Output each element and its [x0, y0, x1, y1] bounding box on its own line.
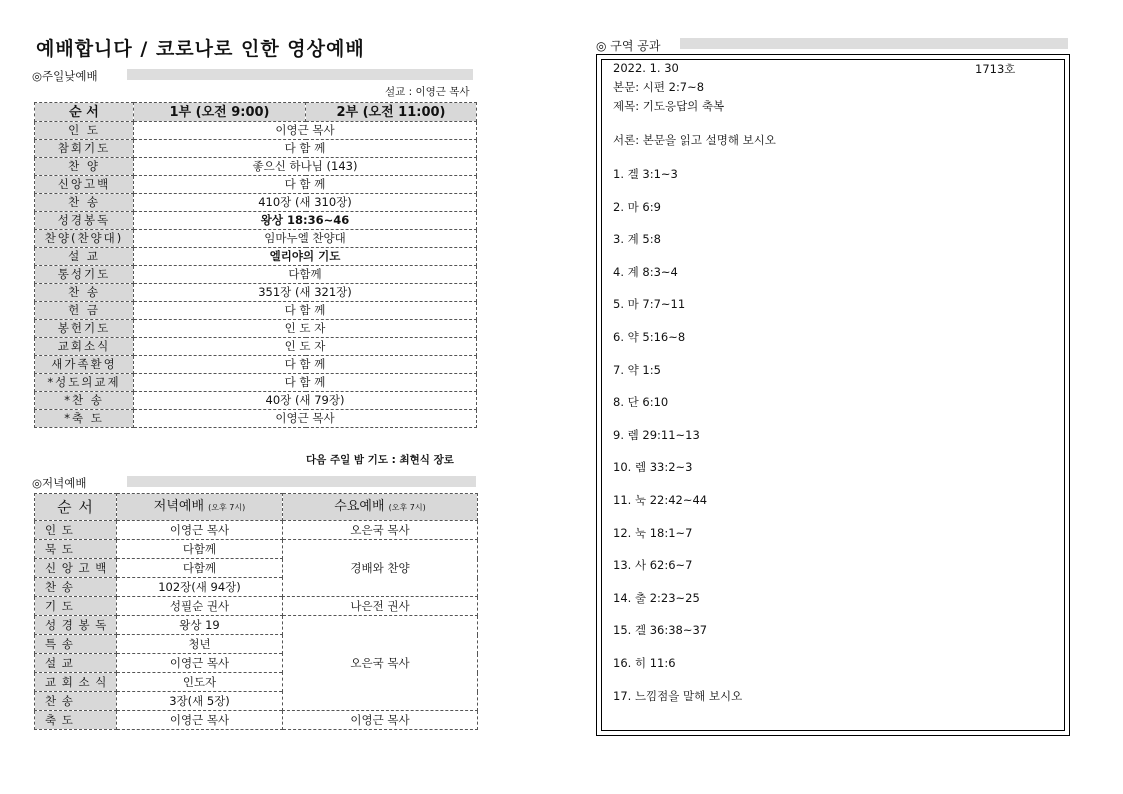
row-wednesday-value: 이영근 목사	[283, 711, 478, 730]
study-item: 7. 약 1:5	[613, 362, 661, 377]
row-label: *축 도	[35, 410, 134, 428]
study-item: 12. 눅 18:1~7	[613, 525, 693, 540]
sunday-section-label: ◎주일낮예배	[32, 69, 98, 83]
row-wednesday-value: 나은전 권사	[283, 597, 478, 616]
row-label: 봉헌기도	[35, 320, 134, 338]
study-item: 4. 계 8:3~4	[613, 264, 678, 279]
study-box	[596, 54, 1070, 736]
row-label: 통성기도	[35, 266, 134, 284]
row-value: 인 도 자	[134, 338, 477, 356]
row-label: 특 송	[35, 635, 117, 654]
table-row	[35, 122, 477, 140]
row-label: *성도의교제	[35, 374, 134, 392]
study-item: 6. 약 5:16~8	[613, 330, 686, 344]
header-order: 순 서	[35, 103, 134, 122]
table-row	[35, 230, 477, 248]
row-value: 다 함 께	[134, 140, 477, 158]
table-header-row	[35, 103, 477, 122]
row-value: 엘리야의 기도	[134, 248, 477, 266]
table-row	[35, 302, 477, 320]
row-evening-value: 왕상 19	[117, 616, 283, 635]
row-evening-value: 이영근 목사	[117, 521, 283, 540]
row-evening-value: 인도자	[117, 673, 283, 692]
table-row	[35, 194, 477, 212]
row-label: 신 앙 고 백	[35, 559, 117, 578]
row-value: 351장 (새 321장)	[134, 284, 477, 302]
study-section-bar	[680, 38, 1068, 49]
study-intro: 서론: 본문을 읽고 설명해 보시오	[613, 133, 776, 147]
row-value: 40장 (새 79장)	[134, 392, 477, 410]
study-item: 2. 마 6:9	[613, 199, 661, 214]
study-date: 2022. 1. 30	[613, 61, 679, 75]
row-label: 성경봉독	[35, 212, 134, 230]
study-subject: 제목: 기도응답의 축복	[613, 99, 725, 113]
table-row	[35, 521, 478, 540]
header-order: 순 서	[35, 494, 117, 521]
table-row	[35, 356, 477, 374]
row-label: 설 교	[35, 248, 134, 266]
page-title: 예배합니다 / 코로나로 인한 영상예배	[36, 38, 365, 60]
evening-section-label: ◎저녁예배	[32, 476, 87, 490]
header-wednesday-label: 수요예배	[334, 498, 385, 514]
study-item: 8. 단 6:10	[613, 395, 669, 410]
row-value: 410장 (새 310장)	[134, 194, 477, 212]
row-evening-value: 성필순 권사	[117, 597, 283, 616]
row-label: 축 도	[35, 711, 117, 730]
table-header-row	[35, 494, 478, 521]
sunday-worship-table	[34, 102, 477, 428]
row-value: 다 함 께	[134, 356, 477, 374]
row-label: 참회기도	[35, 140, 134, 158]
study-item: 1. 겔 3:1~3	[613, 167, 678, 181]
row-value: 인 도 자	[134, 320, 477, 338]
row-evening-value: 102장(새 94장)	[117, 578, 283, 597]
row-label: 묵 도	[35, 540, 117, 559]
table-row	[35, 410, 477, 428]
study-item: 17. 느낌점을 말해 보시오	[613, 688, 743, 703]
row-label: 성 경 봉 독	[35, 616, 117, 635]
row-wednesday-value: 오은국 목사	[283, 521, 478, 540]
table-row	[35, 392, 477, 410]
table-row	[35, 711, 478, 730]
table-row	[35, 320, 477, 338]
header-evening	[117, 494, 283, 521]
row-label: *찬 송	[35, 392, 134, 410]
table-row	[35, 616, 478, 635]
row-evening-value: 다함께	[117, 559, 283, 578]
study-inner-box	[601, 59, 1065, 731]
row-label: 교회소식	[35, 338, 134, 356]
table-row	[35, 158, 477, 176]
row-evening-value: 3장(새 5장)	[117, 692, 283, 711]
table-row	[35, 140, 477, 158]
row-evening-value: 이영근 목사	[117, 654, 283, 673]
row-evening-value: 이영근 목사	[117, 711, 283, 730]
table-row	[35, 338, 477, 356]
row-evening-value: 청년	[117, 635, 283, 654]
row-value: 이영근 목사	[134, 410, 477, 428]
row-value: 다 함 께	[134, 302, 477, 320]
row-label: 찬 송	[35, 578, 117, 597]
row-label: 찬 송	[35, 194, 134, 212]
row-label: 찬 송	[35, 284, 134, 302]
row-label: 신앙고백	[35, 176, 134, 194]
row-label: 찬양(찬양대)	[35, 230, 134, 248]
study-item: 3. 계 5:8	[613, 232, 661, 247]
table-row	[35, 374, 477, 392]
row-value: 임마누엘 찬양대	[134, 230, 477, 248]
preacher-note: 설교 : 이영근 목사	[385, 86, 470, 98]
table-row	[35, 176, 477, 194]
next-prayer-name: 최현식 장로	[399, 454, 454, 466]
row-label: 찬 송	[35, 692, 117, 711]
study-item: 13. 사 62:6~7	[613, 558, 693, 573]
table-row	[35, 540, 478, 559]
row-label: 새가족환영	[35, 356, 134, 374]
next-prayer-label: 다음 주일 밤 기도 :	[306, 454, 396, 466]
row-label: 설 교	[35, 654, 117, 673]
row-value: 다함께	[134, 266, 477, 284]
study-section-label: ◎ 구역 공과	[596, 39, 661, 53]
study-item: 11. 눅 22:42~44	[613, 493, 708, 507]
evening-worship-table	[34, 493, 478, 730]
row-value: 왕상 18:36~46	[134, 212, 477, 230]
row-label: 찬 양	[35, 158, 134, 176]
header-service-1: 1부 (오전 9:00)	[134, 103, 306, 122]
row-label: 기 도	[35, 597, 117, 616]
row-value: 다 함 께	[134, 176, 477, 194]
table-row	[35, 212, 477, 230]
row-wednesday-value: 경배와 찬양	[283, 540, 478, 597]
study-issue: 1713호	[975, 62, 1016, 76]
next-prayer	[306, 452, 454, 467]
row-label: 인 도	[35, 122, 134, 140]
sunday-section-bar	[127, 69, 473, 80]
table-row	[35, 266, 477, 284]
study-text: 본문: 시편 2:7~8	[613, 80, 705, 94]
header-evening-label: 저녁예배	[153, 498, 205, 514]
evening-section-bar	[127, 476, 476, 487]
row-value: 이영근 목사	[134, 122, 477, 140]
header-wednesday-time: (오후 7시)	[388, 502, 426, 512]
study-item: 5. 마 7:7~11	[613, 297, 686, 312]
row-label: 인 도	[35, 521, 117, 540]
table-row	[35, 284, 477, 302]
row-value: 다 함 께	[134, 374, 477, 392]
header-service-2: 2부 (오전 11:00)	[306, 103, 477, 122]
row-wednesday-value: 오은국 목사	[283, 616, 478, 711]
study-item: 9. 렘 29:11~13	[613, 427, 700, 442]
study-item: 10. 렘 33:2~3	[613, 460, 693, 475]
header-evening-time: (오후 7시)	[208, 502, 246, 512]
row-label: 교 회 소 식	[35, 673, 117, 692]
row-evening-value: 다함께	[117, 540, 283, 559]
row-label: 헌 금	[35, 302, 134, 320]
study-item: 15. 겔 36:38~37	[613, 623, 708, 638]
header-wednesday	[283, 494, 478, 521]
table-row	[35, 248, 477, 266]
study-item: 14. 출 2:23~25	[613, 590, 700, 605]
study-item: 16. 히 11:6	[613, 656, 676, 670]
table-row	[35, 597, 478, 616]
row-value: 좋으신 하나님 (143)	[134, 158, 477, 176]
